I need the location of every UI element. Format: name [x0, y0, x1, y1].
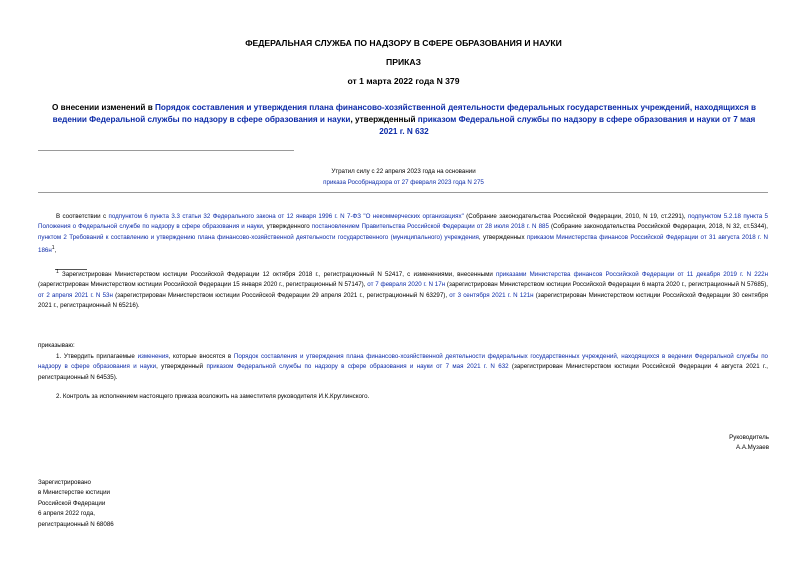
- footnote-ref[interactable]: 1: [51, 245, 55, 252]
- signature-name: А.А.Музаев: [735, 444, 769, 452]
- preamble-link-decree[interactable]: постановлением Правительства Российской Федерации от 28 июля 2018 г. N 885: [311, 223, 549, 231]
- footnote-link-17n[interactable]: от 7 февраля 2020 г. N 17н: [367, 281, 446, 289]
- document-type: ПРИКАЗ: [386, 57, 421, 67]
- agency-heading: ФЕДЕРАЛЬНАЯ СЛУЖБА ПО НАДЗОРУ В СФЕРЕ ОБРАЗОВАНИЯ И НАУКИ: [245, 38, 562, 48]
- footnote-paragraph: [38, 267, 768, 312]
- footnote-link-minfin-orders[interactable]: приказами Министерства финансов Российской Федерации от 11 декабря 2019 г. N 222н: [496, 271, 768, 279]
- signature-block: [729, 433, 769, 454]
- preamble-link-law[interactable]: подпунктом 6 пункта 3.3 статьи 32 Федерального закона от 12 января 1996 г. N 7-ФЗ "О некоммерческих организациях": [108, 213, 464, 220]
- footnote-marker: 1: [56, 269, 59, 275]
- footnote-text: (зарегистрирован Министерством юстиции Российской Федерации 29 апреля 2021 г., регистрационный N 63297),: [112, 291, 450, 299]
- registration-block: [38, 478, 114, 530]
- registration-line: Российской Федерации: [38, 499, 106, 507]
- preamble-link-requirements[interactable]: пунктом 2 Требований к составлению и утверждению плана финансово-хозяйственной деятельности государственного (муниципального) учреждения: [38, 233, 479, 241]
- footnote-text: Зарегистрирован Министерством юстиции Российской Федерации 12 октября 2018 г., регистрационный N 52417, с изменениями, внесенными: [58, 271, 496, 279]
- registration-date: 6 апреля 2022 года,: [38, 510, 95, 518]
- document-title: [44, 102, 764, 139]
- preamble-text: , утвержденного: [262, 223, 312, 231]
- footnote-text: (зарегистрирован Министерством юстиции Российской Федерации 6 марта 2020 г., регистрационный N 57685),: [445, 281, 769, 289]
- status-repeal-link[interactable]: приказа Рособрнадзора от 27 февраля 2023 года N 275: [323, 179, 484, 186]
- status-note: [300, 166, 507, 188]
- preamble-text: ,: [54, 247, 57, 255]
- divider-left: [38, 150, 294, 151]
- preamble-paragraph: [38, 212, 768, 257]
- order-item-1: [38, 352, 768, 383]
- order-item-2: 2. Контроль за исполнением настоящего приказа возложить на заместителя руководителя И.К.Круглинского.: [56, 393, 370, 400]
- title-link-procedure[interactable]: Порядок составления и утверждения плана финансово-хозяйственной деятельности федеральных государственных учреждений, находящихся в ведении Федеральной службы по надзору в сфере образования и науки: [52, 103, 757, 125]
- preamble-text: , утвержденных: [478, 233, 527, 241]
- preamble-text: В соответствии с: [56, 213, 109, 220]
- order-text: , утвержденный: [156, 363, 207, 371]
- order-link-632[interactable]: приказом Федеральной службы по надзору в сфере образования и науки от 7 мая 2021 г. N 632: [206, 363, 509, 371]
- order-link-procedure[interactable]: Порядок составления и утверждения плана финансово-хозяйственной деятельности федеральных государственных учреждений, находящихся в ведении Федеральной службы по надзору в сфере образования и науки: [38, 353, 769, 371]
- order-intro: приказываю:: [38, 342, 75, 349]
- registration-number: регистрационный N 68086: [38, 520, 114, 528]
- footnote-text: (зарегистрирован Министерством юстиции Российской Федерации 15 января 2020 г., регистрационный N 57147),: [38, 281, 368, 289]
- footnote-text: (зарегистрирован Министерством юстиции Российской Федерации 30 сентября 2021 г., регистрационный N 65216).: [38, 291, 768, 310]
- order-text: , которые вносятся в: [168, 353, 234, 360]
- preamble-link-minfin-order[interactable]: приказом Министерства финансов Российской Федерации от 31 августа 2018 г. N 186н: [38, 233, 768, 255]
- divider-full: [38, 192, 768, 193]
- footnote-link-53n[interactable]: от 2 апреля 2021 г. N 53н: [38, 291, 113, 299]
- footnote-link-121n[interactable]: от 3 сентября 2021 г. N 121н: [449, 291, 534, 299]
- order-text: (зарегистрирован Министерством юстиции Российской Федерации 4 августа 2021 г., регистрационный N 64535).: [38, 363, 768, 381]
- document-date-number: от 1 марта 2022 года N 379: [347, 76, 460, 86]
- order-link-changes[interactable]: изменения: [137, 353, 169, 360]
- title-prefix: О внесении изменений в: [51, 103, 156, 112]
- status-line: Утратил силу с 22 апреля 2023 года на основании: [331, 168, 476, 175]
- preamble-text: (Собрание законодательства Российской Федерации, 2010, N 19, ст.2291),: [463, 213, 688, 220]
- registration-line: в Министерстве юстиции: [38, 489, 111, 497]
- title-middle: , утвержденный: [350, 115, 418, 125]
- signature-role: Руководитель: [729, 434, 769, 441]
- registration-line: Зарегистрировано: [38, 479, 91, 486]
- order-text: 1. Утвердить прилагаемые: [56, 353, 138, 360]
- preamble-link-regulation[interactable]: подпунктом 5.2.18 пункта 5 Положения о Федеральной службе по надзору в сфере образования и науки: [38, 213, 768, 231]
- preamble-text: (Собрание законодательства Российской Федерации, 2018, N 32, ст.5344),: [548, 223, 768, 231]
- title-link-order[interactable]: приказом Федеральной службы по надзору в сфере образования и науки от 7 мая 2021 г. N 632: [379, 115, 756, 137]
